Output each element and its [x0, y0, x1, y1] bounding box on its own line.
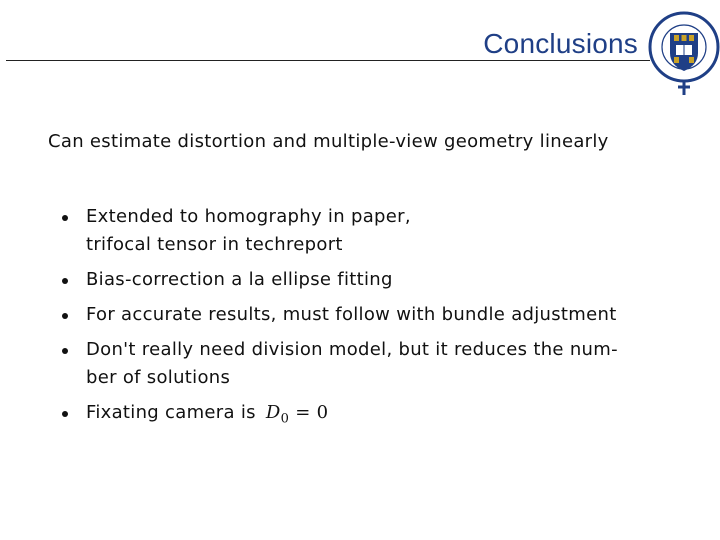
bullet-icon — [62, 348, 68, 354]
bullet-item — [62, 203, 672, 259]
bullet-icon — [62, 215, 68, 221]
math-subscript: 0 — [280, 411, 290, 427]
bullet-item — [62, 336, 672, 392]
bullet-text-line — [86, 399, 672, 434]
bullet-text-line: Extended to homography in paper, — [86, 206, 411, 227]
intro-statement: Can estimate distortion and multiple-view geometry linearly — [48, 131, 609, 152]
bullet-icon — [62, 313, 68, 319]
math-expression — [265, 402, 329, 427]
oxford-crest-logo — [648, 11, 720, 97]
bullet-icon — [62, 411, 68, 417]
bullet-list — [62, 203, 672, 441]
bullet-item — [62, 399, 672, 434]
math-symbol: D — [265, 402, 281, 423]
bullet-text-line: For accurate results, must follow with bundle adjustment — [86, 304, 617, 325]
math-rest: = 0 — [295, 402, 329, 423]
bullet-text-line: Bias-correction a la ellipse fitting — [86, 269, 393, 290]
header-rule — [6, 60, 650, 61]
bullet-text-line: ber of solutions — [86, 367, 231, 388]
bullet-item — [62, 266, 672, 294]
bullet-text-line: trifocal tensor in techreport — [86, 234, 343, 255]
bullet-icon — [62, 278, 68, 284]
bullet-text: Fixating camera is — [86, 402, 256, 423]
bullet-item — [62, 301, 672, 329]
slide-title: Conclusions — [483, 28, 638, 59]
bullet-text-line: Don't really need division model, but it reduces the num- — [86, 339, 618, 360]
